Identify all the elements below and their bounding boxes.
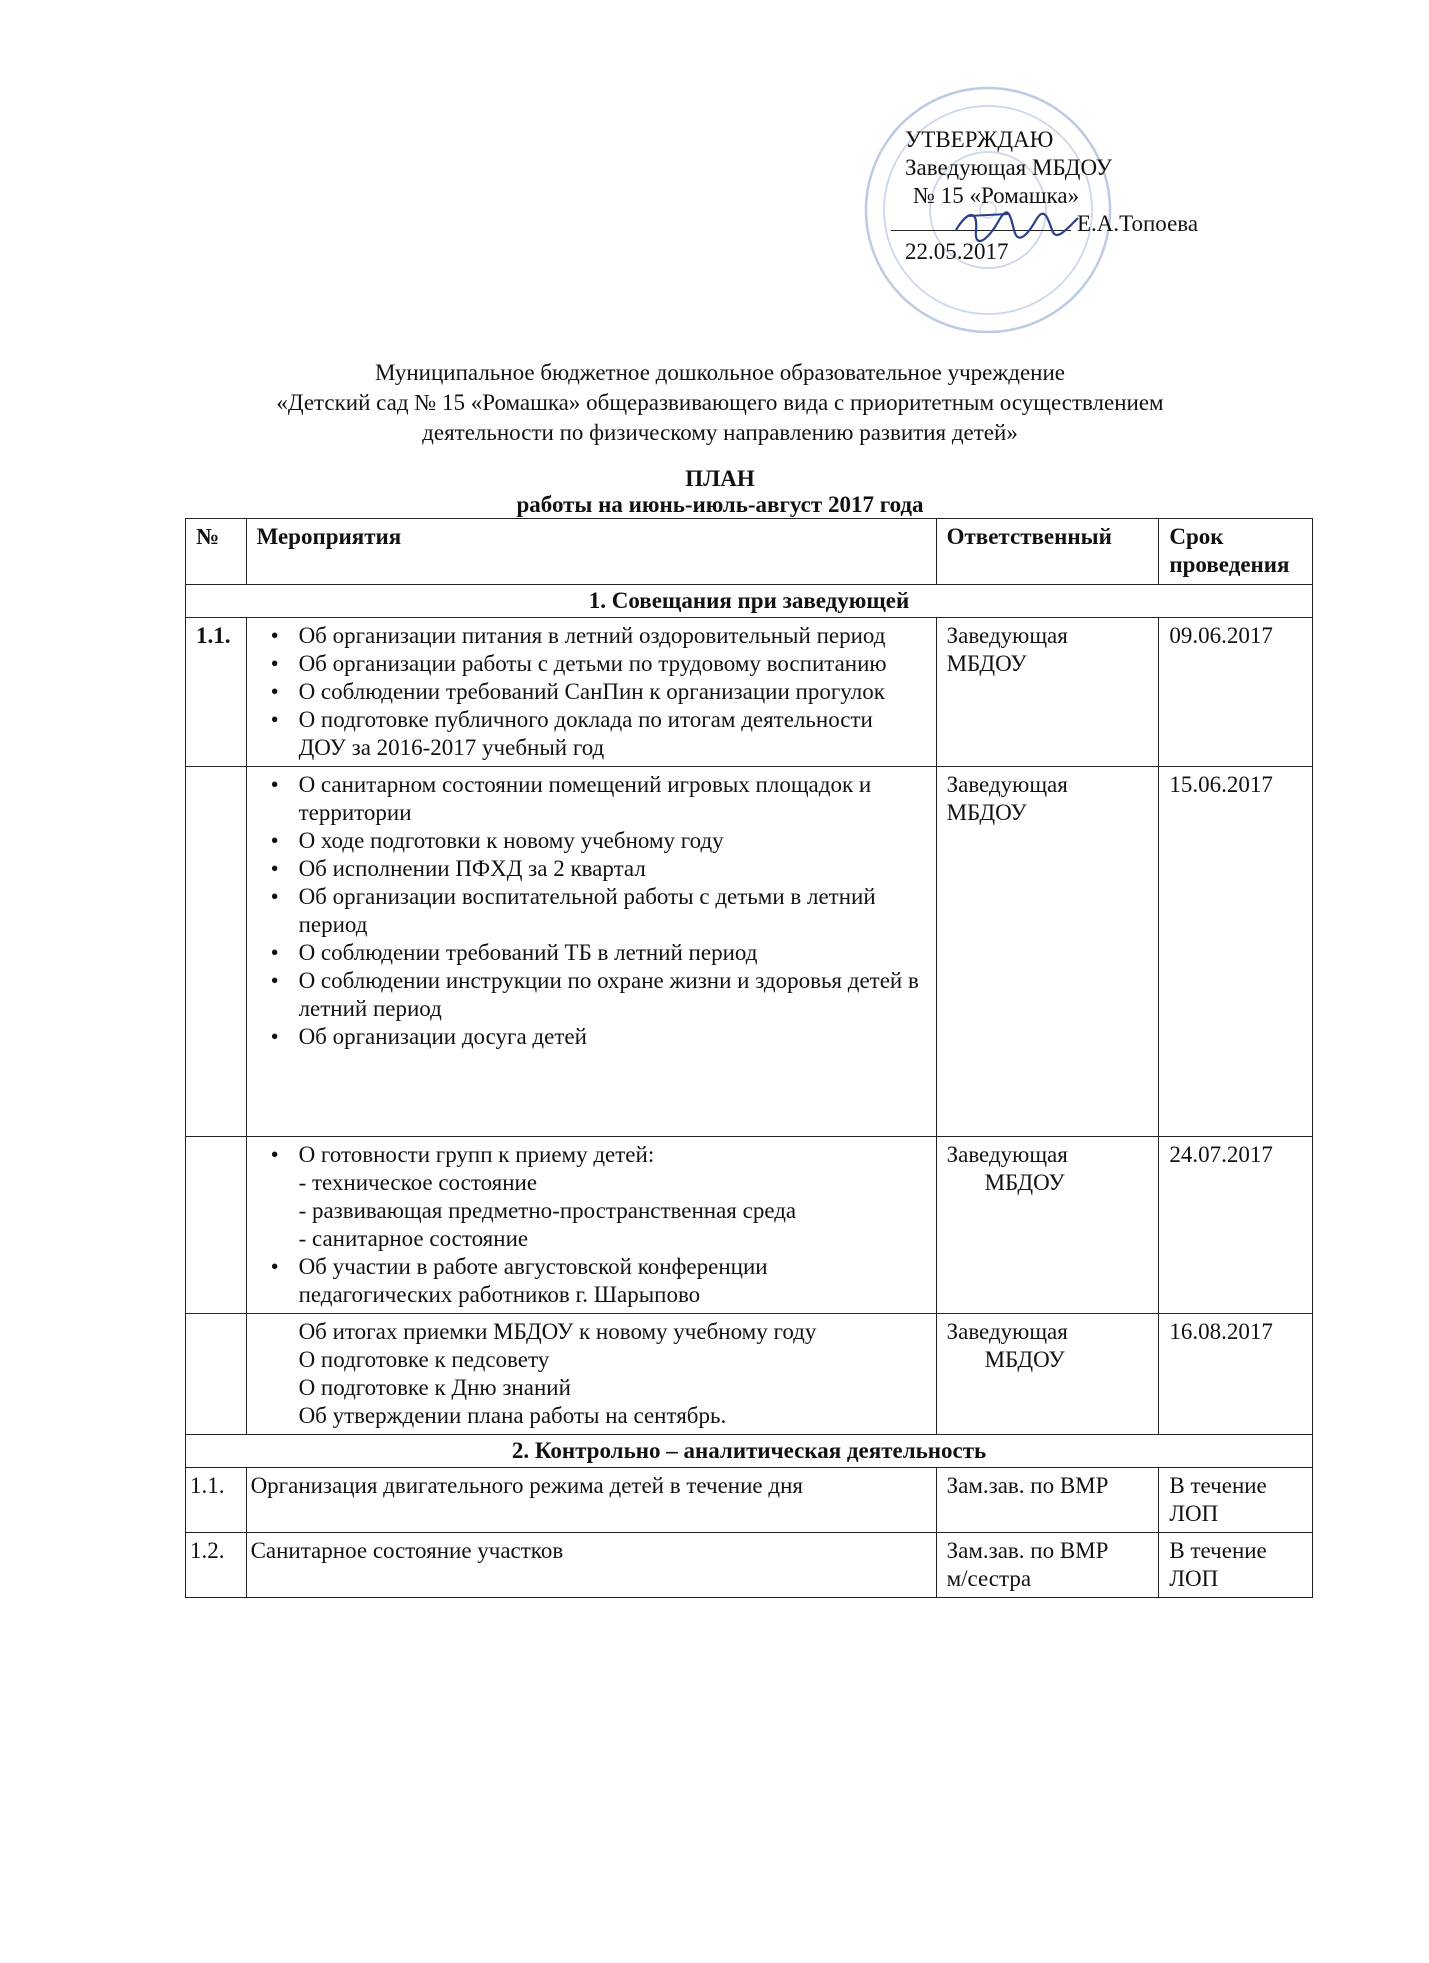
row-date: 09.06.2017 [1159,618,1313,767]
responsible-line: Зам.зав. по ВМР [946,1538,1109,1563]
row-number [186,1137,247,1314]
table-row [186,1468,1313,1533]
handwritten-signature-icon [948,200,1098,250]
row-date: 16.08.2017 [1159,1314,1313,1435]
plan-title-block [220,466,1220,518]
list-item: Об итогах приемки МБДОУ к новому учебному году [298,1319,817,1344]
list-item: • О санитарном состоянии помещений игровых площадок и территории [299,771,926,827]
list-item: • О ходе подготовки к новому учебному году [299,827,926,855]
list-item: • О соблюдении инструкции по охране жизни и здоровья детей в летний период [299,967,926,1023]
list-item-text: • О готовности групп к приему детей: [298,1142,655,1167]
approval-position: Заведующая МБДОУ [905,155,1113,180]
section-row [186,1435,1313,1468]
row-responsible: Заведующая МБДОУ [936,618,1159,767]
sub-item: - развивающая предметно-пространственная среда [298,1198,797,1223]
responsible-line: м/сестра [946,1566,1032,1591]
list-item: • О подготовке публичного доклада по итогам деятельности ДОУ за 2016-2017 учебный год [299,706,926,762]
responsible-line: Заведующая [946,1319,1068,1344]
plan-title: ПЛАН [685,466,755,491]
list-item: • О соблюдении требований ТБ в летний период [299,939,926,967]
header-responsible: Ответственный [936,519,1159,585]
table-row [186,1137,1313,1314]
list-item: • О соблюдении требований СанПин к организации прогулок [299,678,926,706]
table-header-row [186,519,1313,585]
sub-item: - техническое состояние [298,1170,538,1195]
row-date: В течение ЛОП [1159,1533,1313,1598]
list-item: • Об организации досуга детей [299,1023,926,1051]
list-item: • Об организации питания в летний оздоровительный период [299,622,926,650]
row-number: 1.1. [186,1468,247,1533]
org-line-1: Муниципальное бюджетное дошкольное образовательное учреждение [375,360,1065,385]
section-title-2: 2. Контрольно – аналитическая деятельность [186,1435,1313,1468]
row-number [186,1314,247,1435]
table-row [186,1533,1313,1598]
section-title-1: 1. Совещания при заведующей [186,585,1313,618]
responsible-line: МБДОУ [984,1347,1065,1372]
list-item [299,1141,926,1253]
table-row [186,618,1313,767]
list-item: • Об исполнении ПФХД за 2 квартал [299,855,926,883]
section-row [186,585,1313,618]
plan-subtitle: работы на июнь-июль-август 2017 года [516,492,924,517]
approval-date: 22.05.2017 [905,239,1009,264]
row-number [186,767,247,1137]
approval-signer: Е.А.Топоева [1077,211,1199,236]
sub-item: - санитарное состояние [298,1226,529,1251]
list-item: Об утверждении плана работы на сентябрь. [298,1403,727,1428]
header-number: № [186,519,247,585]
list-item: О подготовке к Дню знаний [298,1375,571,1400]
row-responsible [936,1533,1159,1598]
list-item: • Об участии в работе августовской конференции педагогических работников г. Шарыпово [299,1253,926,1309]
table-row [186,1314,1313,1435]
row-responsible [936,1314,1159,1435]
row-activities [246,1314,936,1435]
row-date: 15.06.2017 [1159,767,1313,1137]
row-activities [246,618,936,767]
row-responsible: Зам.зав. по ВМР [936,1468,1159,1533]
row-activities [246,767,936,1137]
approval-heading: УТВЕРЖДАЮ [905,127,1054,152]
row-number: 1.2. [186,1533,247,1598]
organization-name [220,358,1220,448]
org-line-3: деятельности по физическому направлению развития детей» [422,420,1018,445]
row-responsible: Заведующая МБДОУ [936,767,1159,1137]
responsible-line: МБДОУ [984,1170,1065,1195]
row-date: 24.07.2017 [1159,1137,1313,1314]
row-activities [246,1137,936,1314]
table-row [186,767,1313,1137]
header-activities: Мероприятия [246,519,936,585]
row-activities [246,1468,936,1533]
org-line-2: «Детский сад № 15 «Ромашка» общеразвивающего вида с приоритетным осуществлением [276,390,1164,415]
list-item: • Об организации работы с детьми по трудовому воспитанию [299,650,926,678]
row-number: 1.1. [186,618,247,767]
list-item: О подготовке к педсовету [298,1347,550,1372]
row-activities: Санитарное состояние участков [246,1533,936,1598]
header-deadline: Срок проведения [1159,519,1313,585]
list-item: • Об организации воспитательной работы с детьми в летний период [299,883,926,939]
row-date: В течение ЛОП [1159,1468,1313,1533]
responsible-line: Заведующая [946,1142,1068,1167]
row-responsible [936,1137,1159,1314]
approval-institution: № 15 «Ромашка» [913,183,1080,208]
activity-text: Организация двигательного режима детей в течение дня [250,1473,803,1498]
plan-table [185,518,1313,1598]
